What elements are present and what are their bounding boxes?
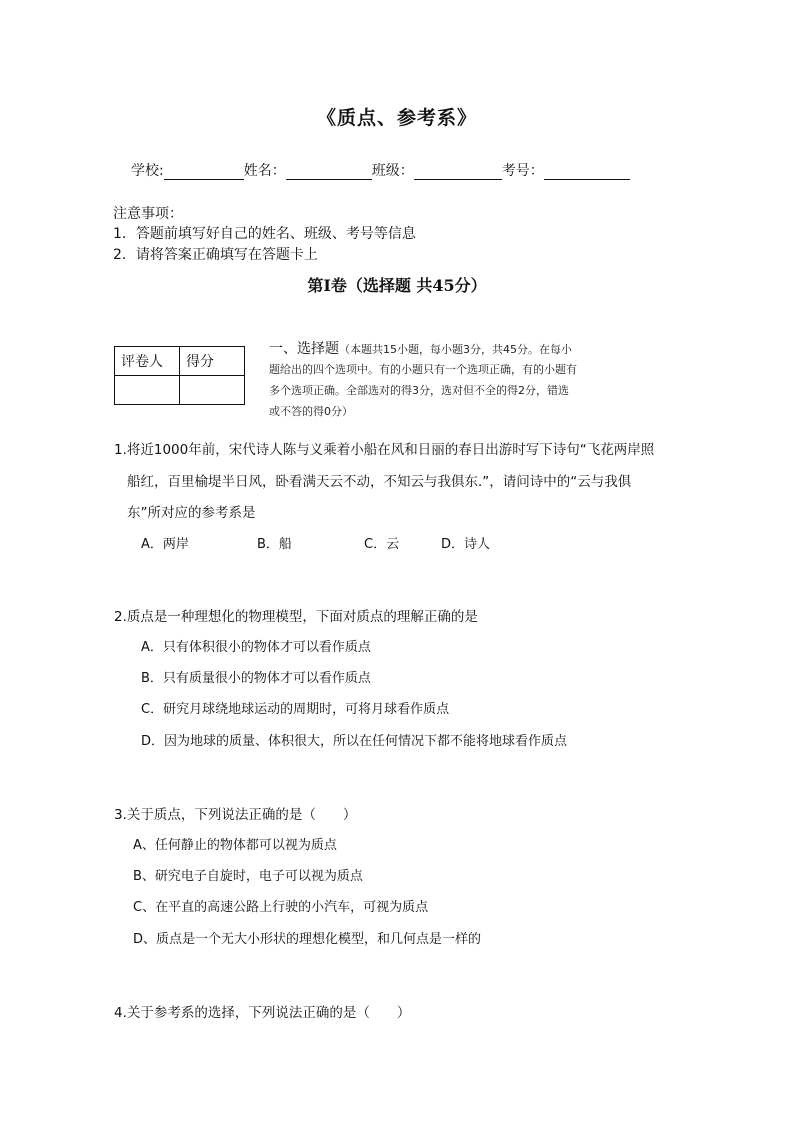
question-2-option-c: C．研究月球绕地球运动的周期时，可将月球看作质点 — [141, 702, 450, 717]
question-1-option-c: C．云 — [364, 537, 400, 552]
exam-number-label: 考号： — [501, 163, 544, 179]
student-info-line — [131, 160, 630, 180]
notice-heading: 注意事项： — [113, 206, 183, 222]
instructions-line: 或不答的得0分） — [269, 405, 353, 418]
name-blank — [286, 163, 372, 180]
score-header: 得分 — [180, 347, 245, 376]
grader-cell — [115, 376, 180, 405]
school-blank — [164, 163, 244, 180]
name-label: 姓名： — [243, 163, 286, 179]
question-1-text: 1.将近1000年前，宋代诗人陈与义乘着小船在风和日丽的春日出游时写下诗句“飞花两岸照 — [114, 442, 655, 458]
school-label: 学校: — [131, 163, 164, 179]
question-1-text: 船红，百里榆堤半日风，卧看满天云不动，不知云与我俱东.”，请问诗中的“云与我俱 — [127, 474, 632, 490]
question-4-text: 4.关于参考系的选择，下列说法正确的是（ ） — [114, 1005, 411, 1021]
question-1-option-d: D．诗人 — [441, 537, 491, 552]
instructions-line: 多个选项正确。全部选对的得3分，选对但不全的得2分，错选 — [269, 384, 569, 397]
question-2-option-b: B．只有质量很小的物体才可以看作质点 — [141, 671, 371, 686]
notice-item: 1．答题前填写好自己的姓名、班级、考号等信息 — [113, 226, 416, 242]
question-2-text: 2.质点是一种理想化的物理模型，下面对质点的理解正确的是 — [114, 609, 478, 625]
section-title: 第I卷（选择题 共45分） — [307, 276, 487, 295]
instructions-line: 一、选择题（本题共15小题，每小题3分，共45分。在每小 — [269, 341, 572, 357]
notice-item: 2．请将答案正确填写在答题卡上 — [113, 247, 318, 263]
instructions-line: 题给出的四个选项中。有的小题只有一个选项正确，有的小题有 — [269, 363, 577, 376]
class-blank — [414, 163, 502, 180]
question-3-option-c: C、在平直的高速公路上行驶的小汽车，可视为质点 — [133, 900, 429, 915]
question-1-option-a: A．两岸 — [141, 537, 189, 552]
score-table — [114, 346, 245, 405]
section-lead: 一、选择题 — [269, 341, 339, 357]
question-3-option-b: B、研究电子自旋时，电子可以视为质点 — [133, 869, 363, 884]
page-title: 《质点、参考系》 — [316, 107, 477, 129]
question-3-text: 3.关于质点，下列说法正确的是（ ） — [114, 807, 357, 823]
question-1-option-b: B．船 — [257, 537, 292, 552]
grader-header: 评卷人 — [115, 347, 180, 376]
question-1-text: 东”所对应的参考系是 — [127, 505, 256, 521]
question-2-option-d: D．因为地球的质量、体积很大，所以在任何情况下都不能将地球看作质点 — [141, 734, 568, 749]
exam-number-blank — [544, 163, 630, 180]
question-3-option-d: D、质点是一个无大小形状的理想化模型，和几何点是一样的 — [133, 932, 482, 947]
question-2-option-a: A．只有体积很小的物体才可以看作质点 — [141, 640, 371, 655]
score-cell — [180, 376, 245, 405]
class-label: 班级： — [371, 163, 414, 179]
question-3-option-a: A、任何静止的物体都可以视为质点 — [133, 838, 337, 853]
